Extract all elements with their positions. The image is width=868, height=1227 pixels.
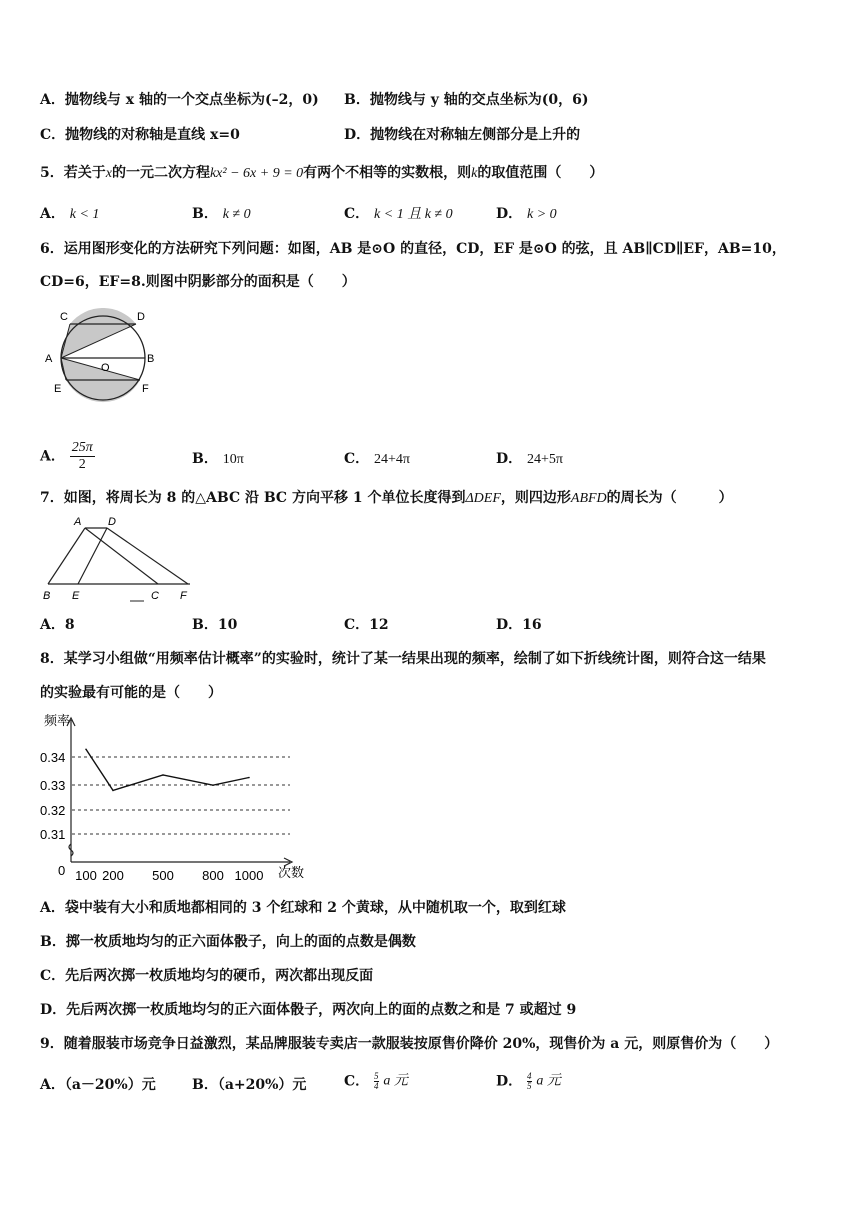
q4-option-c: C．抛物线的对称轴是直线 x=0 bbox=[40, 127, 240, 143]
x-tick-label: 800 bbox=[202, 868, 224, 883]
q5-option-a: A． k < 1 bbox=[40, 206, 100, 222]
y-tick-label: 0.31 bbox=[40, 827, 66, 842]
q9-option-b: B．（a+20%）元 bbox=[192, 1077, 307, 1093]
q7-triangle-figure bbox=[38, 514, 198, 606]
q8-stem-line1: 8．某学习小组做“用频率估计概率”的实验时，统计了某一结果出现的频率，绘制了如下折线统计图，则符合这一结果 bbox=[40, 651, 766, 667]
x-tick-label: 100 bbox=[75, 868, 97, 883]
q5-option-b: B． k ≠ 0 bbox=[192, 206, 251, 222]
y-axis-label: 频率 bbox=[44, 713, 71, 728]
label-o: O bbox=[101, 362, 110, 374]
q4-option-a: A．抛物线与 x 轴的一个交点坐标为(–2，0) bbox=[40, 92, 319, 108]
q4-option-d: D．抛物线在对称轴左侧部分是上升的 bbox=[344, 127, 581, 143]
q8-option-b: B．掷一枚质地均匀的正六面体骰子，向上的面的点数是偶数 bbox=[40, 934, 416, 950]
q7-stem: 7．如图，将周长为 8 的△ABC 沿 BC 方向平移 1 个单位长度得到ΔDEF，则四边形ABFD的周长为（ ） bbox=[40, 490, 733, 506]
q8-stem-line2: 的实验最有可能的是（ ） bbox=[40, 685, 222, 701]
data-point bbox=[162, 774, 164, 776]
q7-option-c: C．12 bbox=[344, 617, 389, 633]
q8-option-c: C．先后两次掷一枚质地均匀的硬币，两次都出现反面 bbox=[40, 968, 374, 984]
x-axis-label: 次数 bbox=[278, 865, 305, 880]
q9-option-a: A．（a－20%）元 bbox=[40, 1077, 156, 1093]
label-b: B bbox=[147, 353, 155, 365]
label-b: B bbox=[43, 590, 51, 602]
label-f: F bbox=[142, 383, 149, 395]
label-c: C bbox=[151, 590, 159, 602]
x-tick-label: 200 bbox=[102, 868, 124, 883]
label-a: A bbox=[45, 353, 53, 365]
label-c: C bbox=[60, 311, 68, 323]
q7-option-b: B．10 bbox=[192, 617, 238, 633]
label-f: F bbox=[180, 590, 187, 602]
frequency-series-line bbox=[86, 749, 249, 790]
q7-option-a: A．8 bbox=[40, 617, 75, 633]
q7-option-d: D．16 bbox=[496, 617, 542, 633]
x-tick-label: 1000 bbox=[234, 868, 264, 883]
q5-stem: 5．若关于x的一元二次方程kx² − 6x + 9 = 0有两个不相等的实数根，则k的取值范围（ ） bbox=[40, 165, 604, 181]
label-e: E bbox=[54, 383, 62, 395]
q6-option-c: C． 24+4π bbox=[344, 451, 410, 467]
q8-option-a: A．袋中装有大小和质地都相同的 3 个红球和 2 个黄球，从中随机取一个，取到红球 bbox=[40, 900, 566, 916]
q9-option-d: D． $\frac{4}{5}$ a 元 bbox=[496, 1071, 561, 1091]
label-d: D bbox=[108, 516, 116, 528]
q5-option-c: C． k < 1 且 k ≠ 0 bbox=[344, 206, 453, 222]
label-a: A bbox=[74, 516, 82, 528]
data-point bbox=[212, 784, 214, 786]
q9-stem: 9．随着服装市场竞争日益激烈，某品牌服装专卖店一款服装按原售价降价 20%，现售价为 a 元，则原售价为（ ） bbox=[40, 1036, 779, 1052]
q8-option-d: D．先后两次掷一枚质地均匀的正六面体骰子，两次向上的面的点数之和是 7 或超过 9 bbox=[40, 1002, 577, 1018]
q6-option-d: D． 24+5π bbox=[496, 451, 563, 467]
y-tick-label: 0.34 bbox=[40, 750, 66, 765]
q5-option-d: D． k > 0 bbox=[496, 206, 557, 222]
q9-option-c: C． $\frac{5}{4}$ a 元 bbox=[344, 1071, 408, 1091]
origin-label: 0 bbox=[58, 863, 66, 878]
q4-option-b: B．抛物线与 y 轴的交点坐标为(0，6) bbox=[344, 92, 589, 108]
q6-option-b: B． 10π bbox=[192, 451, 244, 467]
q6-stem-line2: CD=6，EF=8.则图中阴影部分的面积是（ ） bbox=[40, 274, 356, 290]
x-tick-label: 500 bbox=[152, 868, 174, 883]
data-point bbox=[112, 790, 114, 792]
label-d: D bbox=[137, 311, 145, 323]
q6-option-a: A． $\frac{25\pi}{2}$ bbox=[40, 440, 93, 472]
y-tick-label: 0.33 bbox=[40, 778, 66, 793]
q6-stem-line1: 6．运用图形变化的方法研究下列问题：如图，AB 是⊙O 的直径，CD，EF 是⊙O 的弦，且 AB∥CD∥EF，AB=10， bbox=[40, 241, 786, 257]
data-point bbox=[85, 749, 87, 751]
q6-circle-figure bbox=[38, 308, 168, 418]
y-tick-label: 0.32 bbox=[40, 803, 66, 818]
frequency-line-chart bbox=[36, 710, 326, 885]
label-e: E bbox=[72, 590, 80, 602]
data-point bbox=[248, 777, 250, 779]
